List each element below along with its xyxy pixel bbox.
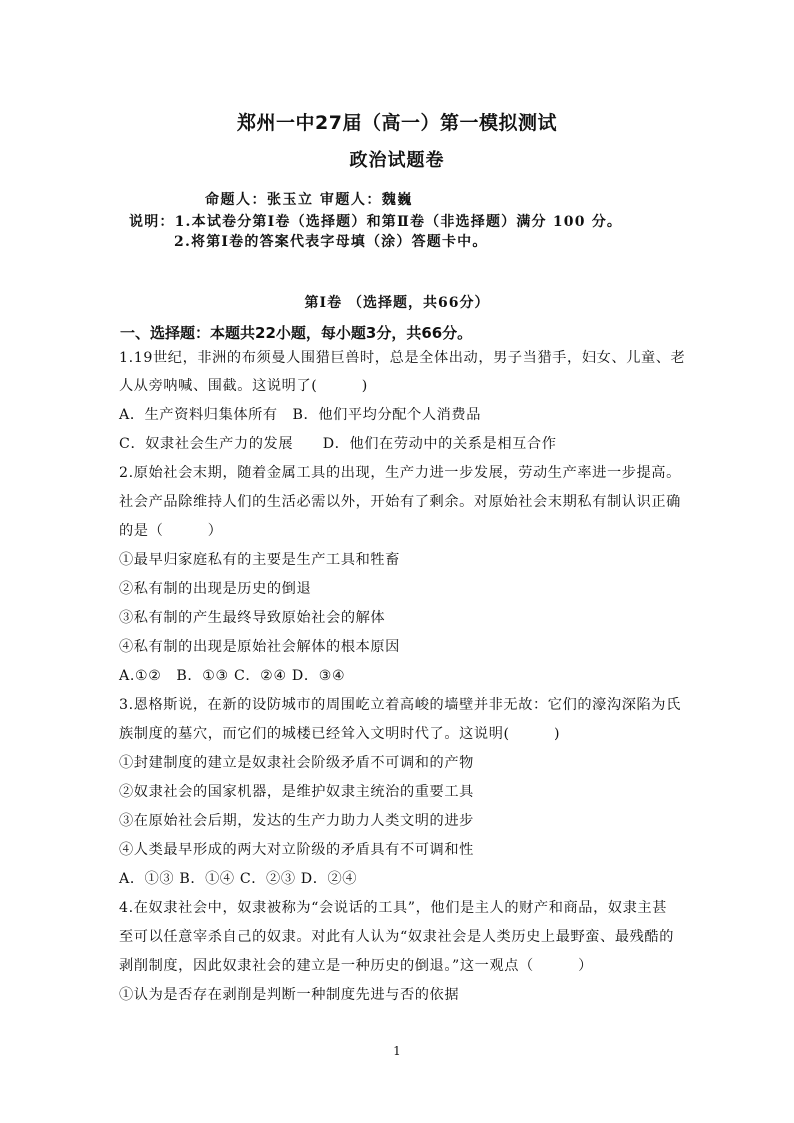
- text-line: 人从旁呐喊、围截。这说明了( ): [119, 378, 368, 394]
- page-number: 1: [393, 1044, 401, 1058]
- exam-title: 郑州一中27届（高一）第一模拟测试: [237, 112, 557, 134]
- text-line: ④私有制的出现是原始社会解体的根本原因: [119, 639, 400, 655]
- text-line: ④人类最早形成的两大对立阶级的矛盾具有不可调和性: [119, 842, 474, 858]
- text-line: 4.在奴隶社会中，奴隶被称为“会说话的工具”，他们是主人的财产和商品，奴隶主甚: [119, 900, 668, 916]
- text-line: ③私有制的产生最终导致原始社会的解体: [119, 610, 386, 626]
- text-line: C．奴隶社会生产力的发展 D．他们在劳动中的关系是相互合作: [119, 436, 557, 452]
- text-line: 社会产品除维持人们的生活必需以外，开始有了剩余。对原始社会末期私有制认识正确: [119, 494, 681, 510]
- text-line: ③在原始社会后期，发达的生产力助力人类文明的进步: [119, 813, 474, 829]
- part-heading: 一、选择题：本题共22小题，每小题3分，共66分。: [120, 324, 473, 342]
- text-line: 的是（ ）: [119, 523, 223, 539]
- text-line: 1.19世纪，非洲的布须曼人围猎巨兽时，总是全体出动，男子当猎手，妇女、儿童、老: [119, 350, 686, 366]
- text-line: ①认为是否存在剥削是判断一种制度先进与否的依据: [119, 987, 460, 1003]
- text-line: ②奴隶社会的国家机器，是维护奴隶主统治的重要工具: [119, 784, 474, 800]
- text-line: ②私有制的出现是历史的倒退: [119, 581, 312, 597]
- instructions-line-2: 2.将第Ⅰ卷的答案代表字母填（涂）答题卡中。: [174, 234, 488, 250]
- exam-subtitle: 政治试题卷: [349, 150, 445, 171]
- text-line: A.①② B．①③ C．②④ D．③④: [119, 668, 346, 684]
- text-line: 3.恩格斯说，在新的设防城市的周围屹立着高峻的墙壁并非无故：它们的濠沟深陷为氏: [119, 697, 681, 713]
- text-line: 2.原始社会末期，随着金属工具的出现，生产力进一步发展，劳动生产率进一步提高。: [119, 465, 681, 481]
- text-line: A．①③ B．①④ C．②③ D．②④: [119, 871, 358, 887]
- section-title: 第Ⅰ卷 （选择题，共66分）: [304, 295, 490, 311]
- text-line: 剥削制度，因此奴隶社会的建立是一种历史的倒退。”这一观点（ ）: [119, 958, 593, 974]
- text-line: 至可以任意宰杀自己的奴隶。对此有人认为“奴隶社会是人类历史上最野蛮、最残酷的: [119, 929, 674, 945]
- authors-line: 命题人：张玉立 审题人：魏巍: [205, 192, 413, 208]
- instructions-line-1: 说明：1.本试卷分第Ⅰ卷（选择题）和第Ⅱ卷（非选择题）满分 100 分。: [129, 214, 623, 230]
- text-line: 族制度的墓穴，而它们的城楼已经耸入文明时代了。这说明( ): [119, 726, 561, 742]
- text-line: A．生产资料归集体所有 B．他们平均分配个人消费品: [119, 407, 481, 423]
- text-line: ①封建制度的建立是奴隶社会阶级矛盾不可调和的产物: [119, 755, 474, 771]
- text-line: ①最早归家庭私有的主要是生产工具和牲畜: [119, 552, 400, 568]
